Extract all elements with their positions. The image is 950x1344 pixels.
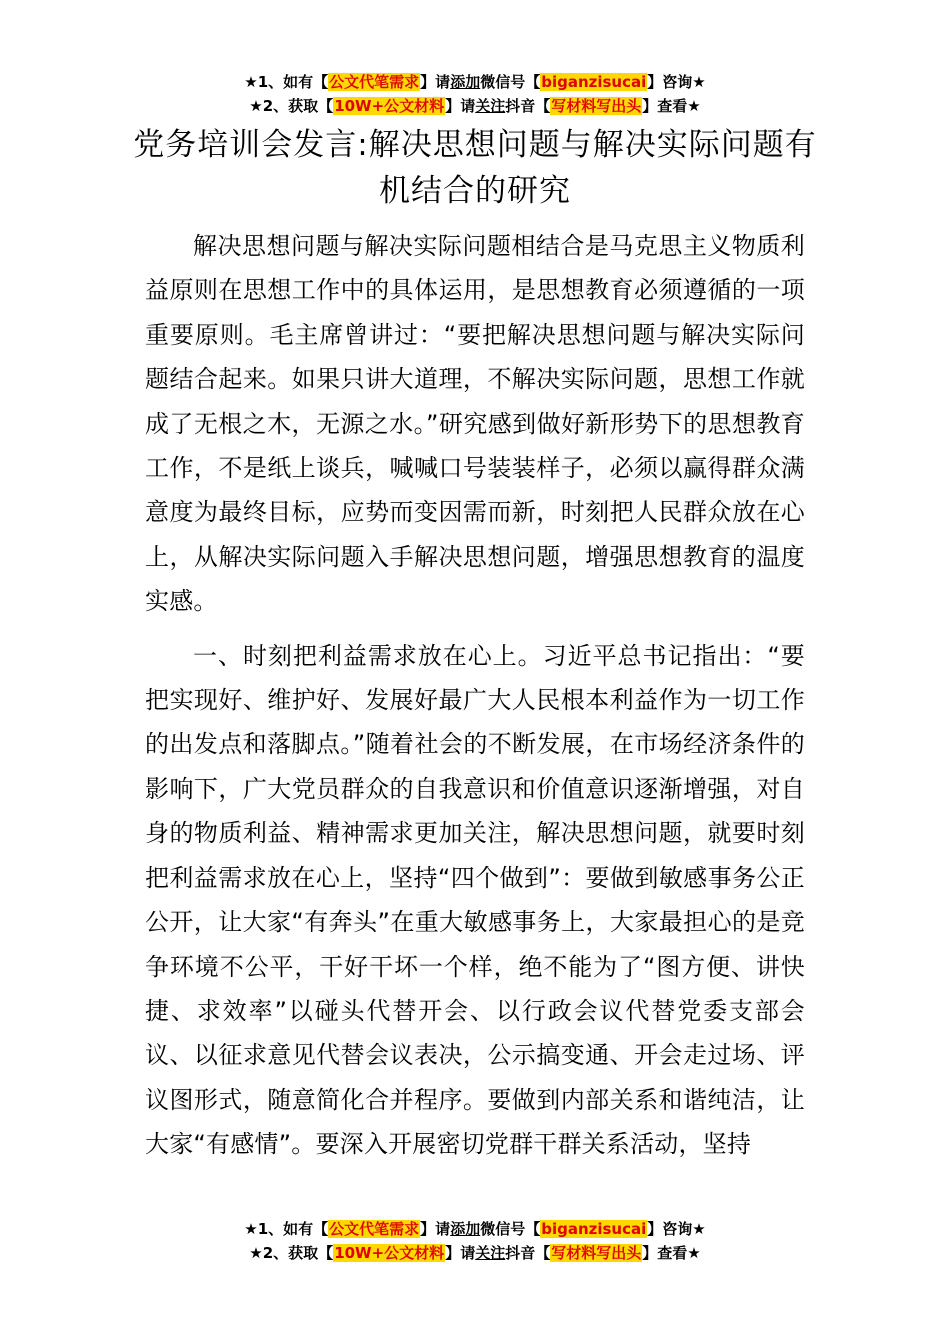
body-paragraph-2: 一、时刻把利益需求放在心上。习近平总书记指出：“要把实现好、维护好、发展好最广大人民根本利益作为一切工作的出发点和落脚点。”随着社会的不断发展，在市场经济条件的影响下，广大党员群众的自我意识和价值意识逐渐增强，对自身的物质利益、精神需求更加关注，解决思想问题，就要时刻把利益需求放在心上，坚持“四个做到”：要做到敏感事务公正公开，让大家“有奔头”在重大敏感事务上，大家最担心的是竞争环境不公平，干好干坏一个样，绝不能为了“图方便、讲快捷、求效率”以碰头代替开会、以行政会议代替党委支部会议、以征求意见代替会议表决，公示搞变通、开会走过场、评议图形式，随意简化合并程序。要做到内部关系和谐纯洁，让大家“有感情”。要深入开展密切党群干群关系活动，坚持 xyxy=(145,641,805,1159)
document-body xyxy=(145,224,805,1167)
banner-underlined-text: 关注 xyxy=(475,97,506,115)
banner-text: ★1、如有【 xyxy=(244,73,329,91)
banner-highlight: 10W+公文材料 xyxy=(334,1244,445,1262)
banner-text: 】请 xyxy=(420,73,451,91)
banner-text: ★2、获取【 xyxy=(249,1244,334,1262)
banner-underlined-text: 添加 xyxy=(450,1220,481,1238)
banner-highlight: 公文代笔需求 xyxy=(329,73,420,91)
banner-underlined-text: 添加 xyxy=(450,73,481,91)
banner-text: 微信号【 xyxy=(480,73,541,91)
banner-line-2 xyxy=(0,94,950,118)
banner-highlight: biganzisucai xyxy=(541,1220,647,1238)
body-paragraph-1: 解决思想问题与解决实际问题相结合是马克思主义物质利益原则在思想工作中的具体运用，是思想教育必须遵循的一项重要原则。毛主席曾讲过：“要把解决思想问题与解决实际问题结合起来。如果只讲大道理，不解决实际问题，思想工作就成了无根之木，无源之水。”研究感到做好新形势下的思想教育工作，不是纸上谈兵，喊喊口号装装样子，必须以赢得群众满意度为最终目标，应势而变因需而新，时刻把人民群众放在心上，从解决实际问题入手解决思想问题，增强思想教育的温度实感。 xyxy=(145,232,805,616)
banner-text: ★2、获取【 xyxy=(249,97,334,115)
bottom-banner xyxy=(0,1217,950,1265)
banner-text: 】请 xyxy=(420,1220,451,1238)
document-title: 党务培训会发言:解决思想问题与解决实际问题有机结合的研究 xyxy=(133,127,817,209)
banner-text: 微信号【 xyxy=(480,1220,541,1238)
banner-highlight: 写材料写出头 xyxy=(551,1244,642,1262)
banner-text: 】查看★ xyxy=(642,97,701,115)
banner-text: 】请 xyxy=(445,1244,476,1262)
banner-text: 】查看★ xyxy=(642,1244,701,1262)
banner-highlight: 10W+公文材料 xyxy=(334,97,445,115)
top-banner xyxy=(0,70,950,118)
banner-text: ★1、如有【 xyxy=(244,1220,329,1238)
banner-highlight: 公文代笔需求 xyxy=(329,1220,420,1238)
banner-text: 抖音【 xyxy=(505,97,551,115)
banner-highlight: 写材料写出头 xyxy=(551,97,642,115)
banner-text: 】咨询★ xyxy=(647,1220,706,1238)
banner-line-2 xyxy=(0,1241,950,1265)
banner-underlined-text: 关注 xyxy=(475,1244,506,1262)
banner-text: 】咨询★ xyxy=(647,73,706,91)
banner-highlight: biganzisucai xyxy=(541,73,647,91)
banner-text: 抖音【 xyxy=(505,1244,551,1262)
banner-line-1 xyxy=(0,1217,950,1241)
banner-line-1 xyxy=(0,70,950,94)
banner-text: 】请 xyxy=(445,97,476,115)
